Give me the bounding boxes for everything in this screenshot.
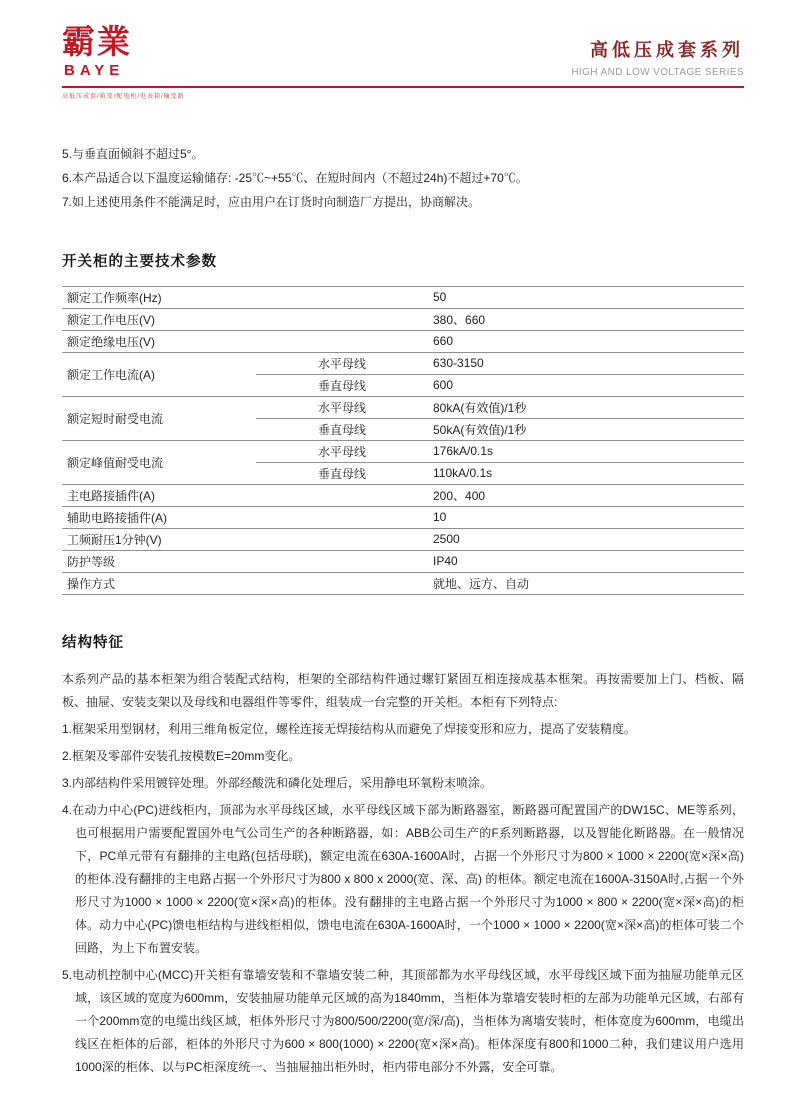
param-value: 2500 [428,528,744,550]
table-row [62,528,744,550]
structure-section-title: 结构特征 [62,634,124,651]
param-value: 10 [428,506,744,528]
header-titles [571,26,744,78]
param-sub: 水平母线 [256,352,428,374]
structure-intro-paragraph: 本系列产品的基本柜架为组合装配式结构，柜架的全部结构件通过螺钉紧固互相连接成基本框架。再按需要加上门、档板、隔板、抽屉、安装支架以及母线和电器组件等零件，组装成一台完整的开关柜。本柜有下列特点: [62,671,744,709]
param-sub [256,506,428,528]
structure-item-3: 3.内部结构件采用镀锌处理。外部经酸洗和磷化处理后，采用静电环氧粉末喷涂。 [62,775,493,790]
structure-item-1: 1.框架采用型钢材，利用三维角板定位，螺栓连接无焊接结构从而避免了焊接变形和应力，提高了安装精度。 [62,721,637,736]
technical-parameters-table [62,286,744,595]
structure-item-5: 5.电动机控制中心(MCC)开关柜有靠墙安装和不靠墙安装二种，其顶部都为水平母线区域，水平母线区域下面为抽屉功能单元区域，该区域的宽度为600mm，安装抽屉功能单元区域的高为1840mm，当柜体为靠墙安装时柜的左部为功能单元区域，右部有一个200mm宽的电缆出线区域，柜体外形尺寸为800/500/2200(宽/深/高)，当柜体为离墙安装时，柜体宽度为600mm，电缆出线区在柜体的后部，柜体的外形尺寸为600 × 800(1000) × 2200(宽×深×高)。柜体深度有800和1000二种，我们建议用户选用1000深的柜体、以与PC柜深度统一、当抽屉抽出柜外时，柜内带电部分不外露，安全可靠。 [62,967,744,1074]
param-name: 辅助电路接插件(A) [62,506,256,528]
brand-logo [62,26,132,79]
table-row [62,550,744,572]
brand-logo-characters: 霸業 [62,25,132,61]
param-sub [256,308,428,330]
param-sub [256,528,428,550]
param-name: 操作方式 [62,572,256,594]
param-sub [256,550,428,572]
param-value: 380、660 [428,308,744,330]
param-sub: 垂直母线 [256,418,428,440]
param-value: 600 [428,374,744,396]
header-divider [62,86,744,88]
condition-item-7: 7.如上述使用条件不能满足时，应由用户在订货时向制造厂方提出，协商解决。 [62,194,481,209]
table-row [62,286,744,308]
series-title-cn: 高低压成套系列 [590,40,744,60]
param-name: 防护等级 [62,550,256,572]
param-name: 额定工作电压(V) [62,308,256,330]
param-sub: 水平母线 [256,396,428,418]
param-name: 额定工作电流(A) [62,352,256,396]
brand-logo-latin: BAYE [64,61,125,79]
table-row [62,440,744,462]
param-value: 就地、远方、自动 [428,572,744,594]
params-section-title: 开关柜的主要技术参数 [62,253,217,270]
param-value: 50 [428,286,744,308]
param-sub: 水平母线 [256,440,428,462]
structure-item-4: 4.在动力中心(PC)进线柜内，顶部为水平母线区域，水平母线区域下部为断路器室，断路器可配置国产的DW15C、ME等系列，也可根据用户需要配置国外电气公司生产的各种断路器，如：ABB公司生产的F系列断路器，以及智能化断路器。在一般情况下，PC单元带有有翻排的主电路(包括母联)，额定电流在630A-1600A时，占据一个外形尺寸为800 × 1000 × 2200(宽×深×高)的柜体.没有翻排的主电路占据一个外形尺寸为800 x 800 x 2000(宽、深、高) 的柜体。额定电流在1600A-3150A时,占据一个外形尺寸为1000 × 1000 × 2200(宽×深×高)的柜体。没有翻排的主电路占据一个外形尺寸为1000 × 800 × 2200(宽×深×高)的柜体。动力中心(PC)馈电柜结构与进线柜相似，馈电电流在630A-1600A时，一个1000 × 1000 × 2200(宽×深×高)的柜体可装二个回路，为上下布置安装。 [62,802,744,955]
page-header [62,26,744,79]
param-value: 200、400 [428,484,744,506]
param-value: 50kA(有效值)/1秒 [428,418,744,440]
param-name: 额定绝缘电压(V) [62,330,256,352]
param-value: 660 [428,330,744,352]
param-name: 主电路接插件(A) [62,484,256,506]
usage-conditions [62,142,744,214]
param-value: 176kA/0.1s [428,440,744,462]
condition-item-5: 5.与垂直面倾斜不超过5°。 [62,146,204,161]
param-name: 额定峰值耐受电流 [62,440,256,484]
structure-features [62,668,744,1079]
table-row [62,506,744,528]
condition-item-6: 6.本产品适合以下温度运输储存: -25℃~+55℃、在短时间内（不超过24h)不超过+70℃。 [62,170,528,185]
table-row [62,484,744,506]
param-sub [256,286,428,308]
param-sub [256,330,428,352]
param-name: 额定短时耐受电流 [62,396,256,440]
param-value: 110kA/0.1s [428,462,744,484]
brand-tagline: 高低压成套/箱变/配电柜/电表箱/输变路 [62,93,185,100]
param-sub: 垂直母线 [256,374,428,396]
table-row [62,330,744,352]
series-title-en: HIGH AND LOW VOLTAGE SERIES [571,67,744,78]
param-sub: 垂直母线 [256,462,428,484]
param-value: 80kA(有效值)/1秒 [428,396,744,418]
table-row [62,352,744,374]
param-name: 工频耐压1分钟(V) [62,528,256,550]
structure-item-2: 2.框架及零部件安装孔按模数E=20mm变化。 [62,748,301,763]
table-row [62,308,744,330]
param-value: IP40 [428,550,744,572]
param-name: 额定工作频率(Hz) [62,286,256,308]
param-sub [256,572,428,594]
param-sub [256,484,428,506]
table-row [62,396,744,418]
table-row [62,572,744,594]
param-value: 630-3150 [428,352,744,374]
